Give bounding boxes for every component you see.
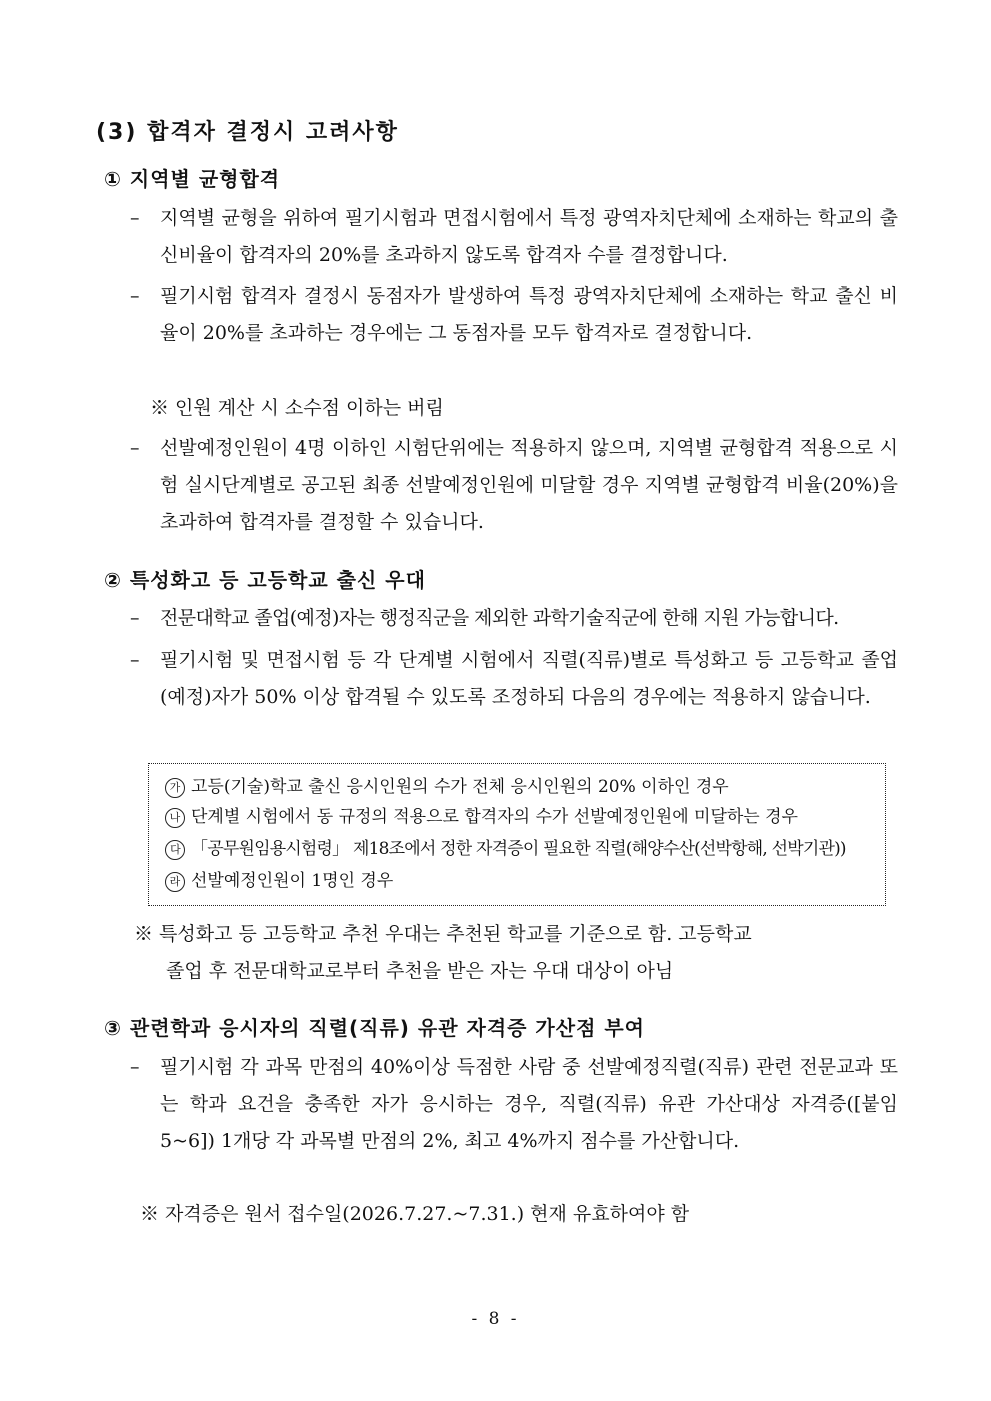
sub3-bullet-1 [130, 1049, 898, 1160]
sub2-bullet-1 [130, 600, 898, 637]
exception-box [148, 763, 886, 906]
circled-ra-icon: 라 [165, 872, 185, 892]
bullet-text: 전문대학교 졸업(예정)자는 행정직군을 제외한 과학기술직군에 한해 지원 가능합니다. [160, 607, 839, 629]
bullet-text: 필기시험 합격자 결정시 동점자가 발생하여 특정 광역자치단체에 소재하는 학교 출신 비율이 20%를 초과하는 경우에는 그 동점자를 모두 합격자로 결정합니다. [160, 285, 898, 344]
sub2-note-line-1: ※ 특성화고 등 고등학교 추천 우대는 추천된 학교를 기준으로 함. 고등학교 [134, 923, 752, 945]
sub2-note-line-2: 졸업 후 전문대학교로부터 추천을 받은 자는 우대 대상이 아님 [166, 960, 674, 982]
sub1-bullet-1 [130, 200, 898, 274]
sub1-bullet-3 [130, 430, 898, 541]
sub1-bullet-2 [130, 278, 898, 352]
bullet-text: 선발예정인원이 4명 이하인 시험단위에는 적용하지 않으며, 지역별 균형합격 적용으로 시험 실시단계별로 공고된 최종 선발예정인원에 미달할 경우 지역별 균형합격 비율(20%)을 초과하여 합격자를 결정할 수 있습니다. [160, 437, 898, 533]
dash-mark: – [130, 437, 140, 459]
subsection-1-title: ① 지역별 균형합격 [104, 167, 281, 191]
subsection-3-title: ③ 관련학과 응시자의 직렬(직류) 유관 자격증 가산점 부여 [104, 1016, 645, 1040]
dash-mark: – [130, 1056, 140, 1078]
bullet-text: 필기시험 및 면접시험 등 각 단계별 시험에서 직렬(직류)별로 특성화고 등 고등학교 졸업(예정)자가 50% 이상 합격될 수 있도록 조정하되 다음의 경우에는 적용하지 않습니다. [160, 649, 898, 708]
sub2-bullet-2 [130, 642, 898, 716]
bullet-text: 필기시험 각 과목 만점의 40%이상 득점한 사람 중 선발예정직렬(직류) 관련 전문교과 또는 학과 요건을 충족한 자가 응시하는 경우, 직렬(직류) 유관 가산대상 자격증([붙임 5~6]) 1개당 각 과목별 만점의 2%, 최고 4%까지 점수를 가산합니다. [160, 1056, 898, 1152]
circled-ga-icon: 가 [165, 778, 185, 798]
exception-text: 고등(기술)학교 출신 응시인원의 수가 전체 응시인원의 20% 이하인 경우 [191, 777, 729, 797]
dash-mark: – [130, 207, 140, 229]
exception-text: 선발예정인원이 1명인 경우 [191, 871, 394, 891]
dash-mark: – [130, 607, 140, 629]
page-number: - 8 - [471, 1309, 520, 1329]
dash-mark: – [130, 285, 140, 307]
exception-text: 「공무원임용시험령」 제18조에서 정한 자격증이 필요한 직렬(해양수산(선박항해, 선박기관)) [191, 839, 846, 859]
exception-text: 단계별 시험에서 동 규정의 적용으로 합격자의 수가 선발예정인원에 미달하는 경우 [191, 807, 798, 827]
exception-item-2 [165, 806, 798, 828]
sub1-note: ※ 인원 계산 시 소수점 이하는 버림 [150, 397, 444, 419]
sub3-note: ※ 자격증은 원서 접수일(2026.7.27.~7.31.) 현재 유효하여야 함 [140, 1203, 690, 1225]
dash-mark: – [130, 649, 140, 671]
circled-da-icon: 다 [165, 840, 185, 860]
section-title: (3) 합격자 결정시 고려사항 [96, 120, 399, 145]
circled-na-icon: 나 [165, 808, 185, 828]
subsection-2-title: ② 특성화고 등 고등학교 출신 우대 [104, 568, 426, 592]
exception-item-4 [165, 870, 393, 892]
exception-item-3 [165, 838, 846, 860]
exception-item-1 [165, 776, 729, 798]
bullet-text: 지역별 균형을 위하여 필기시험과 면접시험에서 특정 광역자치단체에 소재하는 학교의 출신비율이 합격자의 20%를 초과하지 않도록 합격자 수를 결정합니다. [160, 207, 898, 266]
